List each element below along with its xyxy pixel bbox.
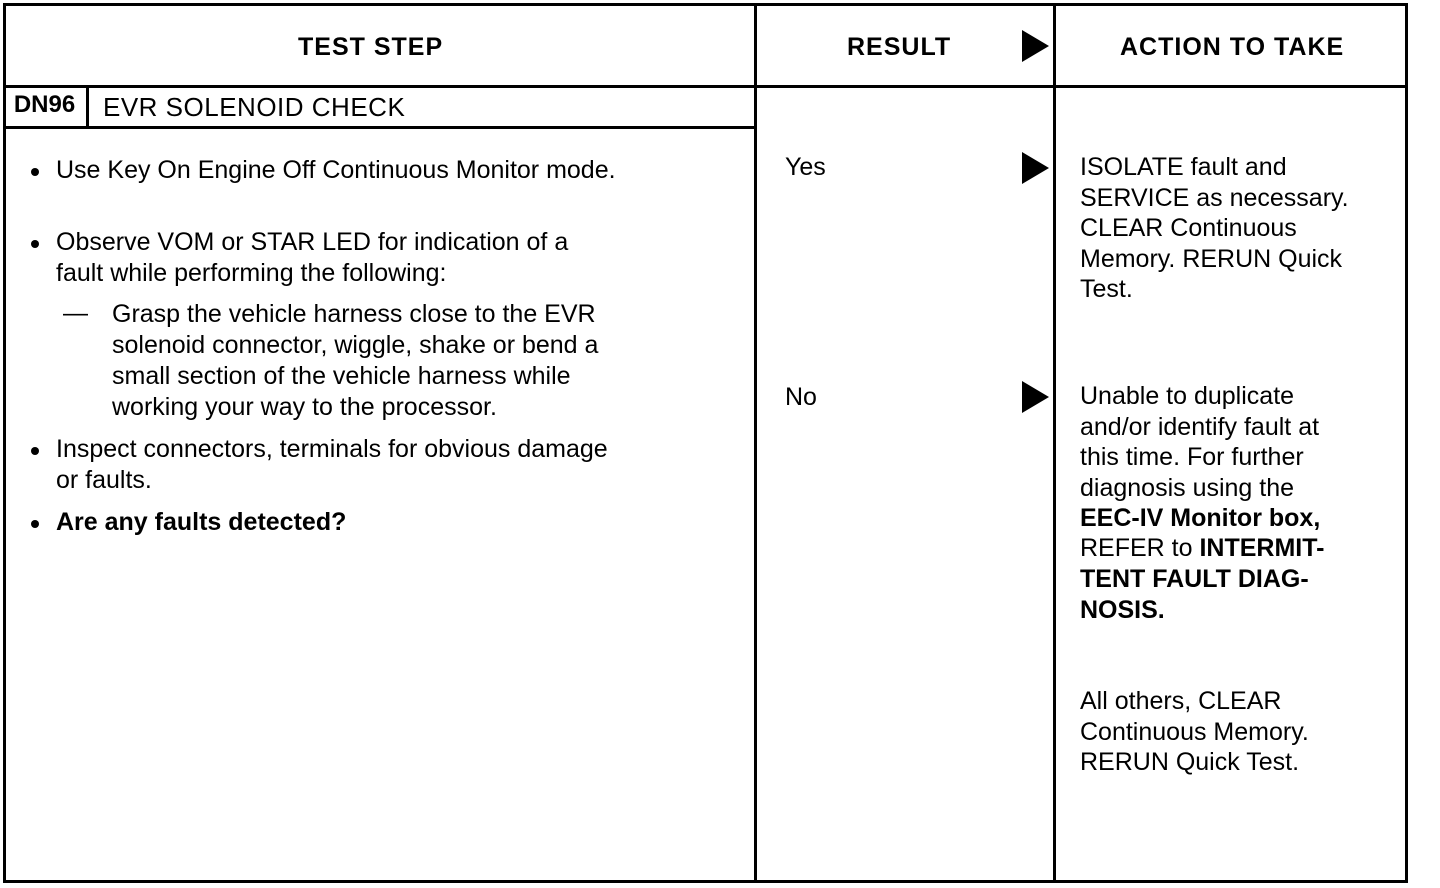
bullet-icon bbox=[31, 240, 39, 248]
instruction-3-line-2: or faults. bbox=[56, 466, 152, 494]
result-no-arrow-icon bbox=[1022, 381, 1049, 413]
action-yes-line-1: ISOLATE fault and bbox=[1080, 153, 1287, 181]
action-no-line-6: REFER to INTERMIT- bbox=[1080, 534, 1325, 562]
column-divider-1 bbox=[754, 6, 757, 880]
column-divider-2 bbox=[1053, 6, 1056, 880]
instruction-3-line-1: Inspect connectors, terminals for obvious damage bbox=[56, 435, 608, 463]
action-yes-line-3: CLEAR Continuous bbox=[1080, 214, 1297, 242]
sub-instruction-line-1: Grasp the vehicle harness close to the EVR bbox=[112, 300, 596, 328]
action-no-line-2: and/or identify fault at bbox=[1080, 413, 1320, 441]
action-no-line-3: this time. For further bbox=[1080, 443, 1304, 471]
header-action: ACTION TO TAKE bbox=[1120, 33, 1345, 61]
sub-instruction-line-2: solenoid connector, wiggle, shake or bend a bbox=[112, 331, 599, 359]
header-test-step: TEST STEP bbox=[298, 33, 444, 61]
sub-instruction-line-4: working your way to the processor. bbox=[112, 393, 497, 421]
action-no-line-7: TENT FAULT DIAG- bbox=[1080, 565, 1309, 593]
action-other-line-3: RERUN Quick Test. bbox=[1080, 748, 1300, 776]
bullet-icon bbox=[31, 520, 39, 528]
action-no-line-4: diagnosis using the bbox=[1080, 474, 1295, 502]
result-no: No bbox=[785, 383, 817, 411]
action-yes-line-2: SERVICE as necessary. bbox=[1080, 184, 1349, 212]
result-yes: Yes bbox=[785, 153, 826, 181]
action-no-line-1: Unable to duplicate bbox=[1080, 382, 1295, 410]
header-result: RESULT bbox=[847, 33, 952, 61]
action-no-line-8: NOSIS. bbox=[1080, 596, 1165, 624]
action-no-line-5: EEC-IV Monitor box, bbox=[1080, 504, 1321, 532]
header-arrow-icon bbox=[1022, 30, 1049, 62]
step-title-divider bbox=[6, 126, 754, 129]
step-code: DN96 bbox=[13, 91, 76, 118]
step-title: EVR SOLENOID CHECK bbox=[103, 92, 406, 122]
header-divider bbox=[6, 85, 1405, 88]
instruction-1: Use Key On Engine Off Continuous Monitor mode. bbox=[56, 156, 616, 184]
instruction-2-line-1: Observe VOM or STAR LED for indication of a bbox=[56, 228, 569, 256]
instruction-2-line-2: fault while performing the following: bbox=[56, 259, 447, 287]
instruction-4-question: Are any faults detected? bbox=[56, 508, 347, 536]
bullet-icon bbox=[31, 447, 39, 455]
action-yes-line-4: Memory. RERUN Quick bbox=[1080, 245, 1343, 273]
dash-icon: — bbox=[63, 299, 88, 327]
result-yes-arrow-icon bbox=[1022, 152, 1049, 184]
action-other-line-2: Continuous Memory. bbox=[1080, 718, 1309, 746]
bullet-icon bbox=[31, 168, 39, 176]
step-code-divider bbox=[86, 85, 89, 126]
action-other-line-1: All others, CLEAR bbox=[1080, 687, 1282, 715]
sub-instruction-line-3: small section of the vehicle harness while bbox=[112, 362, 571, 390]
action-yes-line-5: Test. bbox=[1080, 275, 1133, 303]
